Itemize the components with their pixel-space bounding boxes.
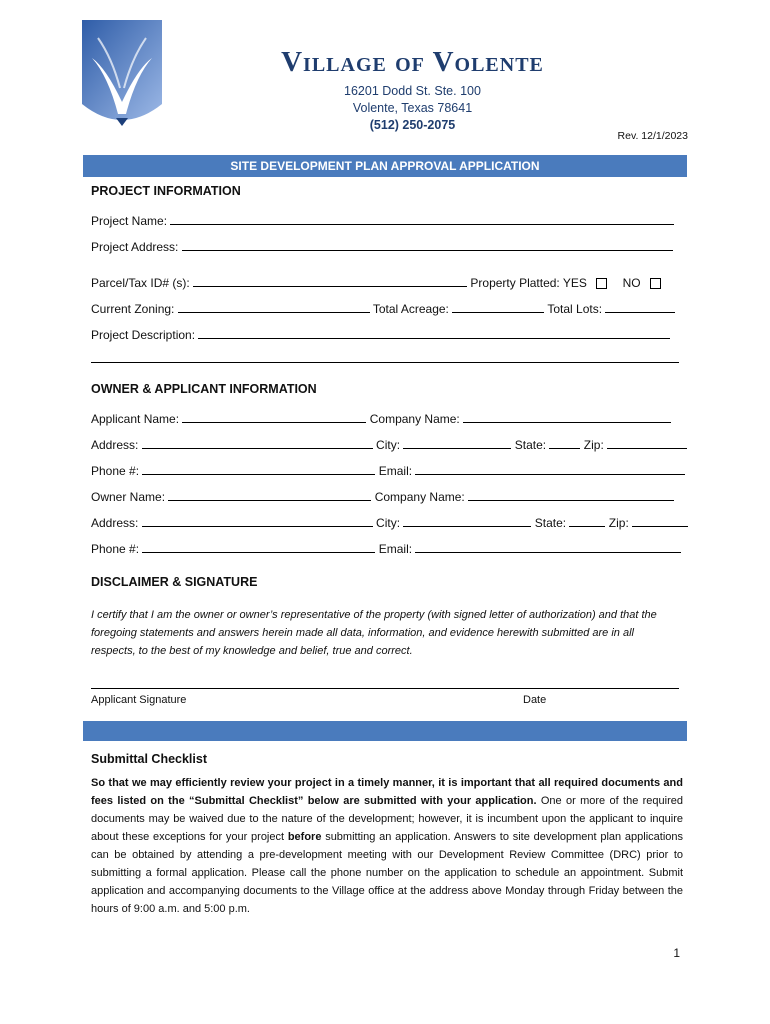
owner-name-label: Owner Name: <box>91 490 166 504</box>
description-label: Project Description: <box>91 328 196 342</box>
owner-address-field[interactable] <box>142 514 373 527</box>
revision-date: Rev. 12/1/2023 <box>617 130 688 142</box>
owner-phone-label: Phone #: <box>91 542 140 556</box>
owner-address-row <box>91 514 688 530</box>
lots-label: Total Lots: <box>547 302 603 316</box>
village-title: Village of Volente <box>281 46 544 78</box>
owner-state-field[interactable] <box>569 514 605 527</box>
owner-info-heading: OWNER & APPLICANT INFORMATION <box>91 382 317 396</box>
applicant-row <box>91 410 671 426</box>
parcel-row <box>91 274 661 290</box>
form-title-banner: SITE DEVELOPMENT PLAN APPROVAL APPLICATION <box>83 155 687 177</box>
platted-yes-checkbox[interactable] <box>596 278 607 289</box>
checklist-text-1: One or more of the required documents may be waived due to the nature of the development; however, it is incumbent upon the applicant to inquire about these exceptions for your project <box>91 795 683 843</box>
applicant-company-field[interactable] <box>463 410 671 423</box>
owner-phone-field[interactable] <box>142 540 375 553</box>
owner-email-field[interactable] <box>415 540 681 553</box>
owner-email-label: Email: <box>378 542 413 556</box>
project-name-label: Project Name: <box>91 214 168 228</box>
platted-label: Property Platted: YES <box>470 276 587 290</box>
checklist-before: before <box>287 831 322 843</box>
project-address-label: Project Address: <box>91 240 179 254</box>
zip-label: Zip: <box>583 438 604 452</box>
owner-zip-field[interactable] <box>632 514 688 527</box>
disclaimer-text: I certify that I am the owner or owner’s representative of the property (with signed letter of authorization) and that the foregoing statements and answers herein made all data, information, and evidence herewith submitted are in all respects, to the best of my knowledge and belief, true and correct. <box>91 609 657 657</box>
owner-city-label: City: <box>376 516 401 530</box>
project-info-heading: PROJECT INFORMATION <box>91 184 241 198</box>
acreage-label: Total Acreage: <box>372 302 449 316</box>
project-address-field[interactable] <box>182 238 673 251</box>
owner-zip-label: Zip: <box>608 516 629 530</box>
owner-name-field[interactable] <box>168 488 371 501</box>
applicant-zip-field[interactable] <box>607 436 687 449</box>
parcel-label: Parcel/Tax ID# (s): <box>91 276 190 290</box>
email-label: Email: <box>378 464 413 478</box>
signature-line[interactable] <box>91 688 679 689</box>
phone-number: (512) 250-2075 <box>369 118 456 132</box>
platted-no-label: NO <box>622 276 641 290</box>
lots-field[interactable] <box>605 300 675 313</box>
owner-address-label: Address: <box>91 516 139 530</box>
platted-no-checkbox[interactable] <box>650 278 661 289</box>
owner-company-label: Company Name: <box>374 490 465 504</box>
state-label: State: <box>514 438 547 452</box>
description-field[interactable] <box>198 326 670 339</box>
address-line-2: Volente, Texas 78641 <box>352 101 473 115</box>
company-name-label: Company Name: <box>369 412 460 426</box>
project-name-field[interactable] <box>170 212 674 225</box>
village-logo-icon <box>78 18 166 138</box>
address-label: Address: <box>91 438 139 452</box>
description-extra-line[interactable] <box>91 362 679 363</box>
checklist-bold-lead: So that we may efficiently review your project in a timely manner, it is important that all required documents and fees listed on the “Submittal Checklist” below are submitted with your application. <box>91 777 683 807</box>
zoning-field[interactable] <box>178 300 370 313</box>
description-row <box>91 326 670 342</box>
applicant-state-field[interactable] <box>549 436 580 449</box>
signature-label: Applicant Signature <box>91 694 187 706</box>
date-label: Date <box>523 694 547 706</box>
project-address-row <box>91 238 673 254</box>
project-name-row <box>91 212 674 228</box>
city-label: City: <box>376 438 401 452</box>
parcel-field[interactable] <box>193 274 467 287</box>
checklist-body <box>91 774 683 918</box>
applicant-name-label: Applicant Name: <box>91 412 180 426</box>
address-line-1: 16201 Dodd St. Ste. 100 <box>344 84 481 98</box>
acreage-field[interactable] <box>452 300 544 313</box>
section-divider-banner <box>83 721 687 741</box>
owner-company-field[interactable] <box>468 488 674 501</box>
disclaimer-heading: DISCLAIMER & SIGNATURE <box>91 575 258 589</box>
applicant-email-field[interactable] <box>415 462 685 475</box>
owner-row <box>91 488 674 504</box>
owner-city-field[interactable] <box>403 514 531 527</box>
applicant-address-row <box>91 436 687 452</box>
zoning-label: Current Zoning: <box>91 302 175 316</box>
owner-state-label: State: <box>534 516 567 530</box>
phone-label: Phone #: <box>91 464 140 478</box>
zoning-row <box>91 300 675 316</box>
checklist-heading: Submittal Checklist <box>91 752 207 766</box>
page-number: 1 <box>673 946 680 960</box>
applicant-city-field[interactable] <box>403 436 511 449</box>
applicant-phone-row <box>91 462 685 478</box>
checklist-text-2: submitting an application. Answers to site development plan applications can be obtained by attending a pre-development meeting with our Development Review Committee (DRC) prior to submitting a formal application. Please call the phone number on the application to schedule an appointment. Submit application and accompanying documents to the Village office at the address above Monday through Friday between the hours of 9:00 a.m. and 5:00 p.m. <box>91 831 683 915</box>
applicant-name-field[interactable] <box>182 410 366 423</box>
applicant-phone-field[interactable] <box>142 462 375 475</box>
owner-phone-row <box>91 540 681 556</box>
applicant-address-field[interactable] <box>142 436 373 449</box>
